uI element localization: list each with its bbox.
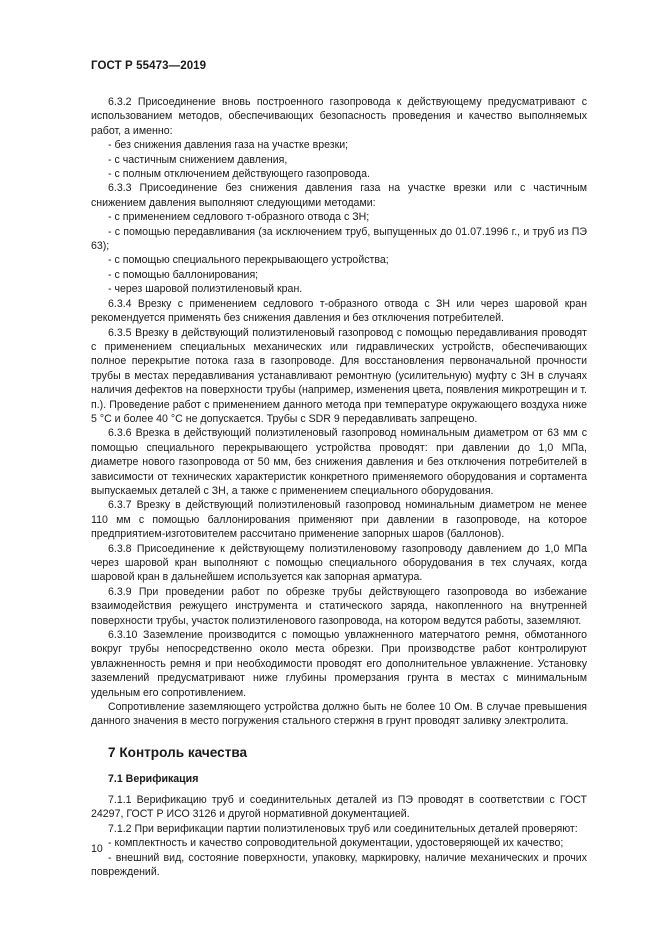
list-item: - с применением седлового т-образного отвода с ЗН; bbox=[108, 211, 370, 224]
paragraph-6-3-8: 6.3.8 Присоединение к действующему полиэтиленовому газопроводу давлением до 1,0 МПа через шаровой кран выполняют с помощью специального оборудования в тех случаях, когда шаровой кран в дальнейшем используется как запорная арматура. bbox=[91, 542, 587, 584]
list-item: - с частичным снижением давления, bbox=[108, 153, 288, 166]
list-item: - с помощью специального перекрывающего устройства; bbox=[108, 254, 389, 267]
paragraph-6-3-10: 6.3.10 Заземление производится с помощью увлажненного матерчатого ремня, обмотанного вокруг трубы непосредственно около места обрезки. При производстве работ контролируют увлажненность ремня и при необходимости проводят его дополнительное увлажнение. Установку заземлений предусматривают ниже глубины промерзания грунта в местах с минимальным удельным его сопротивлением. bbox=[91, 629, 587, 699]
section-heading: 7 Контроль качества bbox=[108, 744, 248, 760]
list-item: - с помощью передавливания (за исключением труб, выпущенных до 01.07.1996 г., и труб из ПЭ 63); bbox=[91, 225, 587, 253]
document-header: ГОСТ Р 55473—2019 bbox=[91, 60, 207, 72]
document-body bbox=[91, 95, 587, 879]
list-item: - с помощью баллонирования; bbox=[108, 268, 259, 281]
paragraph-6-3-6: 6.3.6 Врезка в действующий полиэтиленовый газопровод номинальным диаметром от 63 мм с помощью специального перекрывающего устройства проводят: при давлении до 1,0 МПа, диаметре нового газопровода от 50 мм, без снижения давления и без отключения потребителей в зависимости от технических характеристик конкретного применяемого оборудования и сортамента выпускаемых деталей с ЗН, а также с применением специального оборудования. bbox=[91, 427, 587, 497]
page-number: 10 bbox=[91, 843, 103, 855]
subsection-heading: 7.1 Верификация bbox=[108, 772, 199, 785]
paragraph-7-1-1: 7.1.1 Верификацию труб и соединительных деталей из ПЭ проводят в соответствии с ГОСТ 24297, ГОСТ Р ИСО 3126 и другой нормативной документацией. bbox=[91, 793, 587, 821]
paragraph-7-1-2: 7.1.2 При верификации партии полиэтиленовых труб или соединительных деталей проверяют: bbox=[108, 822, 578, 835]
paragraph-grounding-resistance: Сопротивление заземляющего устройства должно быть не более 10 Ом. В случае превышения данного значения в место погружения стального стержня в грунт проводят заливку электролита. bbox=[91, 701, 587, 728]
paragraph-6-3-3: 6.3.3 Присоединение без снижения давления газа на участке врезки или с частичным снижением давления выполняют следующими методами: bbox=[91, 182, 587, 209]
list-item: - без снижения давления газа на участке врезки; bbox=[108, 139, 349, 152]
list-item: - комплектность и качество сопроводительной документации, удостоверяющей их качество; bbox=[108, 837, 564, 850]
paragraph-6-3-7: 6.3.7 Врезку в действующий полиэтиленовый газопровод номинальным диаметром не менее 110 мм с помощью баллонирования применяют при давлении в газопроводе, на которое предприятием-изготовителем рассчитано применение запорных шаров (баллонов). bbox=[91, 499, 587, 541]
paragraph-6-3-9: 6.3.9 При проведении работ по обрезке трубы действующего газопровода во избежание взаимодействия режущего инструмента и статического заряда, накопленного на внутренней поверхности трубы, участок полиэтиленового газопровода, на котором ведутся работы, заземляют. bbox=[91, 585, 587, 627]
list-item: - через шаровой полиэтиленовый кран. bbox=[108, 283, 303, 296]
paragraph-6-3-4: 6.3.4 Врезку с применением седлового т-образного отвода с ЗН или через шаровой кран рекомендуется применять без снижения давления и без отключения потребителей. bbox=[91, 297, 587, 325]
list-item: - внешний вид, состояние поверхности, упаковку, маркировку, наличие механических и прочих повреждений. bbox=[91, 851, 587, 878]
list-item: - с полным отключением действующего газопровода. bbox=[108, 168, 370, 181]
paragraph-6-3-5: 6.3.5 Врезку в действующий полиэтиленовый газопровод с помощью передавливания проводят с применением специальных механических или гидравлических устройств, обеспечивающих полное перекрытие потока газа в газопроводе. Для восстановления первоначальной прочности трубы в местах передавливания устанавливают ремонтную (усилительную) муфту с ЗН в случаях наличия дефектов на поверхности трубы (например, изменения цвета, появления микротрещин и т. п.). Проведение работ с применением данного метода при температуре окружающего воздуха ниже 5 °С и более 40 °С не допускается. Трубы с SDR 9 передавливать запрещено. bbox=[91, 326, 587, 425]
paragraph-6-3-2: 6.3.2 Присоединение вновь построенного газопровода к действующему предусматривают с использованием методов, обеспечивающих безопасность проведения и качество выполняемых работ, а именно: bbox=[91, 96, 587, 137]
